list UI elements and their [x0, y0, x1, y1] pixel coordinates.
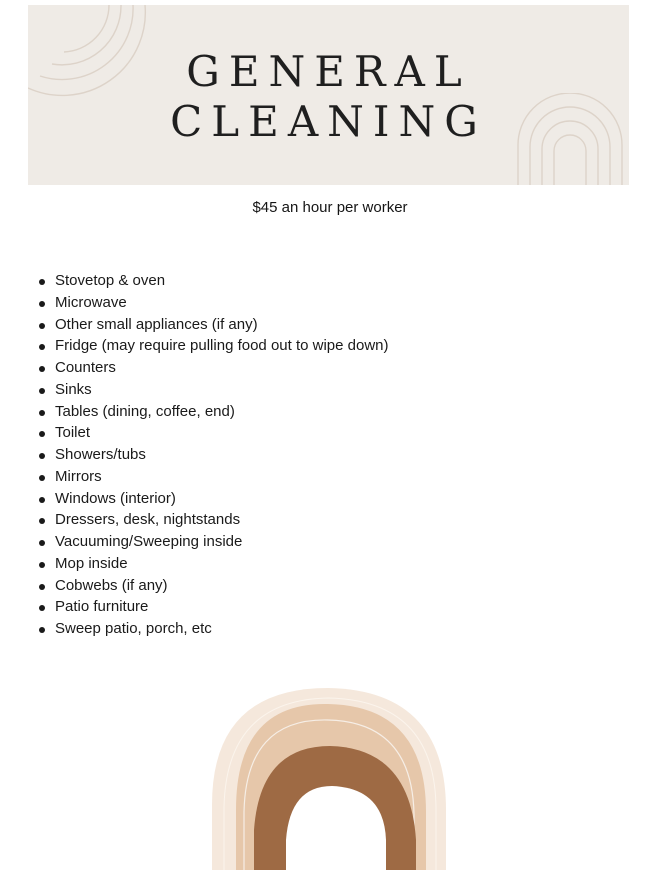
checklist-item: Fridge (may require pulling food out to wipe down) — [38, 335, 389, 357]
checklist-item: Patio furniture — [38, 596, 389, 618]
checklist-item: Dressers, desk, nightstands — [38, 509, 389, 531]
outline-rainbow-arch-icon — [514, 93, 629, 185]
checklist-item: Sinks — [38, 379, 389, 401]
title-line-2: CLEANING — [170, 97, 487, 146]
checklist-item: Tables (dining, coffee, end) — [38, 401, 389, 423]
checklist-item: Stovetop & oven — [38, 270, 389, 292]
header-banner — [28, 5, 629, 185]
checklist-item: Vacuuming/Sweeping inside — [38, 531, 389, 553]
checklist-item: Counters — [38, 357, 389, 379]
title-line-1: GENERAL — [186, 47, 471, 96]
hourly-rate: $45 an hour per worker — [252, 199, 408, 216]
checklist-item: Sweep patio, porch, etc — [38, 618, 389, 640]
checklist-item: Cobwebs (if any) — [38, 575, 389, 597]
checklist-item: Microwave — [38, 292, 389, 314]
checklist-item: Other small appliances (if any) — [38, 314, 389, 336]
cleaning-checklist — [38, 270, 389, 640]
checklist-item: Windows (interior) — [38, 488, 389, 510]
checklist-item: Showers/tubs — [38, 444, 389, 466]
boho-rainbow-arch-icon — [200, 680, 450, 870]
checklist-item: Mirrors — [38, 466, 389, 488]
checklist-item: Toilet — [38, 422, 389, 444]
checklist-item: Mop inside — [38, 553, 389, 575]
